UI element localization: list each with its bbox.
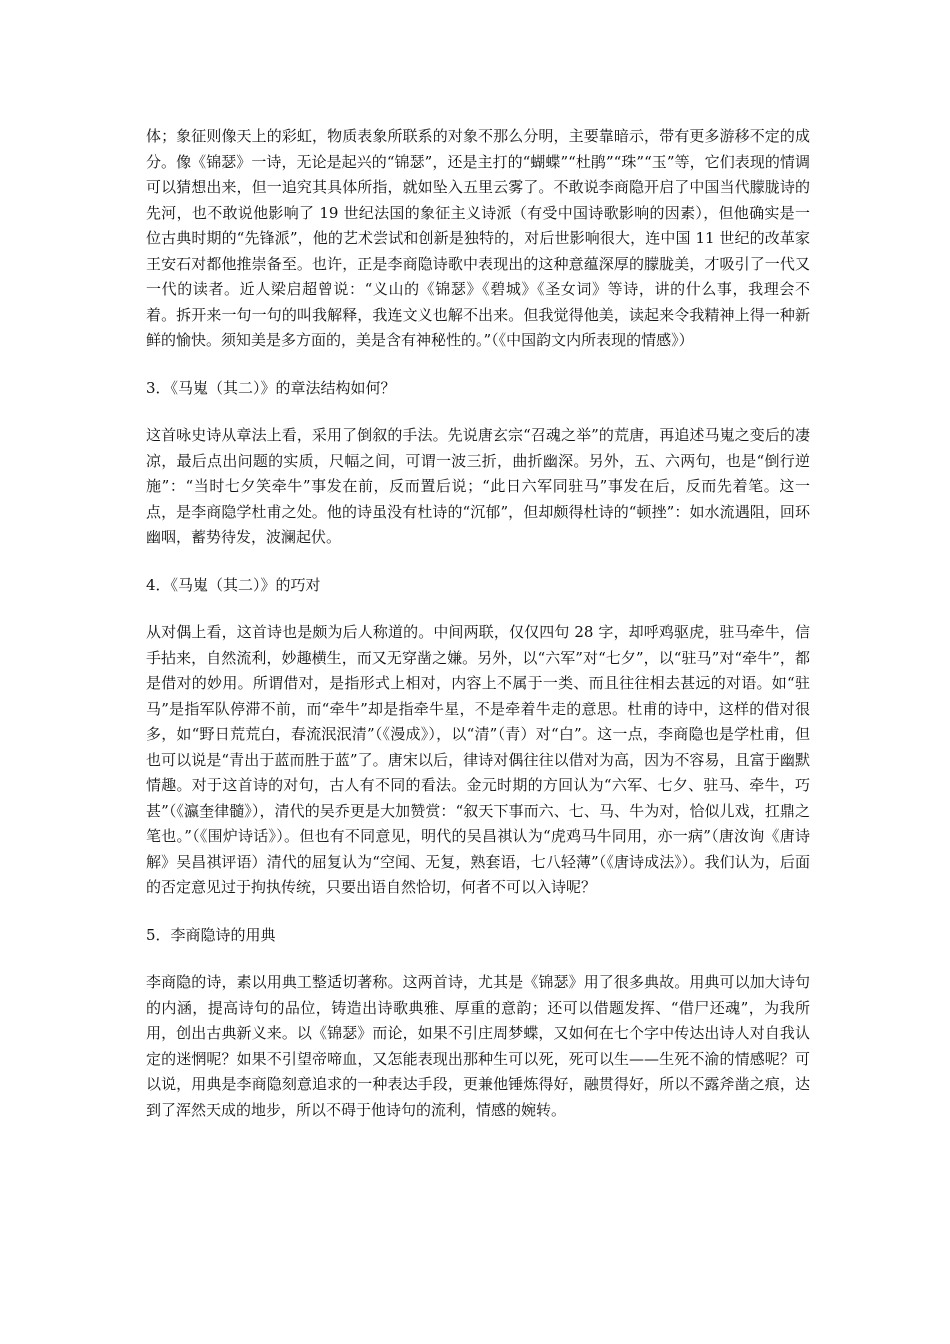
paragraph-structure: 这首咏史诗从章法上看，采用了倒叙的手法。先说唐玄宗“召魂之举”的荒唐，再追述马嵬之变后的凄凉，最后点出问题的实质，尺幅之间，可谓一波三折，曲折幽深。另外，五、六两句，也是“倒行逆施”：“当时七夕笑牵牛”事发在前，反而置后说；“此日六军同驻马”事发在后，反而先着笔。这一点，是李商隐学杜甫之处。他的诗虽没有杜诗的“沉郁”，但却颇得杜诗的“顿挫”：如水流遇阻，回环幽咽，蓄势待发，波澜起伏。 — [146, 426, 810, 546]
section-heading-3: 3．《马嵬（其二）》的章法结构如何？ — [146, 378, 396, 397]
spacer — [146, 598, 810, 620]
spacer — [146, 354, 810, 376]
spacer — [146, 901, 810, 923]
spacer — [146, 948, 810, 970]
spacer — [146, 401, 810, 423]
paragraph-antithesis: 从对偶上看，这首诗也是颇为后人称道的。中间两联，仅仅四句 28 字，却呼鸡驱虎，驻马牵牛，信手拈来，自然流利，妙趣横生，而又无穿凿之嫌。另外，以“六军”对“七夕”，以“驻马”对“牵牛”，都是借对的妙用。所谓借对，是指形式上相对，内容上不属于一类、而且往往相去甚远的对语。如“驻马”是指军队停滞不前，而“牵牛”却是指牵牛星，不是牵着牛走的意思。杜甫的诗中，这样的借对很多，如“野日荒荒白，春流泯泯清”（《漫成》），以“清”（青）对“白”。这一点，李商隐也是学杜甫，但也可以说是“青出于蓝而胜于蓝”了。唐宋以后，律诗对偶往往以借对为高，因为不容易，且富于幽默情趣。对于这首诗的对句，古人有不同的看法。金元时期的方回认为“六军、七夕、驻马、牵牛，巧甚”（《瀛奎律髓》），清代的吴乔更是大加赞赏：“叙天下事而六、七、马、牛为对，恰似儿戏，扛鼎之笔也。”（《围炉诗话》）。但也有不同意见，明代的吴昌祺认为“虎鸡马牛同用，亦一病”（唐汝询《唐诗解》吴昌祺评语）清代的屈复认为“空闻、无复，熟套语，七八轻薄”（《唐诗成法》）。我们认为，后面的否定意见过于拘执传统，只要出语自然恰切，何者不可以入诗呢？ — [146, 623, 810, 896]
document-body — [146, 124, 810, 1123]
section-heading-4: 4．《马嵬（其二）》的巧对 — [146, 575, 321, 594]
paragraph-intro: 体；象征则像天上的彩虹，物质表象所联系的对象不那么分明，主要靠暗示，带有更多游移不定的成分。像《锦瑟》一诗，无论是起兴的“锦瑟”，还是主打的“蝴蝶”“杜鹃”“珠”“玉”等，它们表现的情调可以猜想出来，但一追究其具体所指，就如坠入五里云雾了。不敢说李商隐开启了中国当代朦胧诗的先河，也不敢说他影响了 19 世纪法国的象征主义诗派（有受中国诗歌影响的因素），但他确实是一位古典时期的“先锋派”，他的艺术尝试和创新是独特的，对后世影响很大，连中国 11 世纪的改革家王安石对都他推崇备至。也许，正是李商隐诗歌中表现出的这种意蕴深厚的朦胧美，才吸引了一代又一代的读者。近人梁启超曾说：“义山的《锦瑟》《碧城》《圣女词》等诗，讲的什么事，我理会不着。拆开来一句一句的叫我解释，我连文义也解不出来。但我觉得他美，读起来令我精神上得一种新鲜的愉快。须知美是多方面的，美是含有神秘性的。”（《中国韵文内所表现的情感》） — [146, 127, 810, 349]
spacer — [146, 551, 810, 573]
section-heading-5: 5．李商隐诗的用典 — [146, 925, 276, 944]
paragraph-allusion: 李商隐的诗，素以用典工整适切著称。这两首诗，尤其是《锦瑟》用了很多典故。用典可以加大诗句的内涵，提高诗句的品位，铸造出诗歌典雅、厚重的意韵；还可以借题发挥、“借尸还魂”，为我所用，创出古典新义来。以《锦瑟》而论，如果不引庄周梦蝶，又如何在七个字中传达出诗人对自我认定的迷惘呢？如果不引望帝啼血，又怎能表现出那种生可以死，死可以生——生死不渝的情感呢？可以说，用典是李商隐刻意追求的一种表达手段，更兼他锤炼得好，融贯得好，所以不露斧凿之痕，达到了浑然天成的地步，所以不碍于他诗句的流利，情感的婉转。 — [146, 973, 810, 1119]
